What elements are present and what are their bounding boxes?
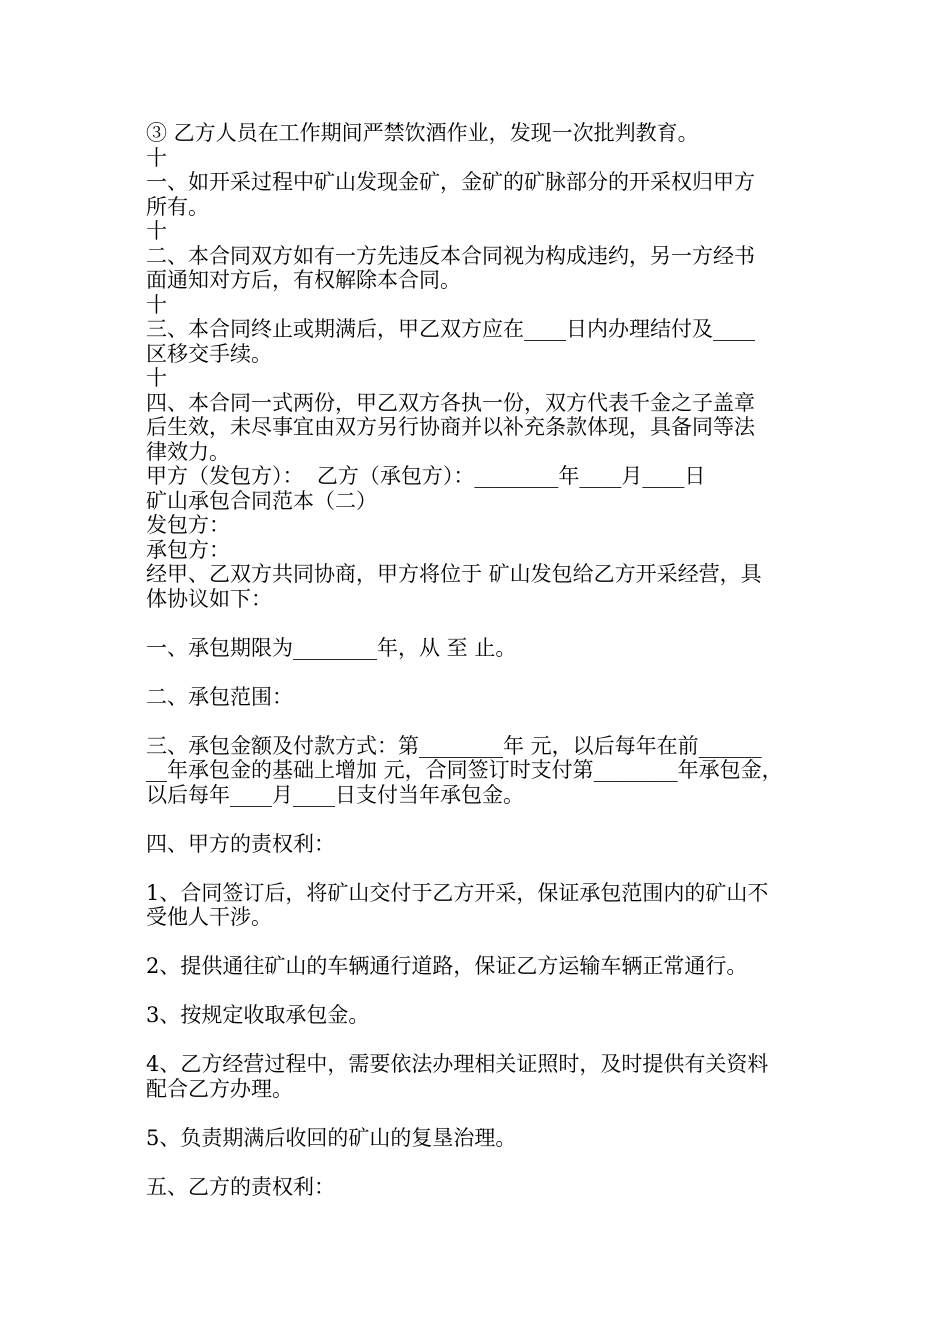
text-line: 发包方： xyxy=(146,513,230,537)
text-line: 所有。 xyxy=(146,194,209,219)
text-line: __年承包金的基础上增加 元，合同签订时支付第________年承包金， xyxy=(146,758,783,782)
blank-line xyxy=(146,660,826,685)
text-line: 十 xyxy=(146,219,167,243)
section-title: 矿山承包合同范本（二） xyxy=(146,488,377,513)
text-line: 四、本合同一式两份，甲乙双方各执一份，双方代表千金之子盖章 xyxy=(146,390,755,415)
text-line: 十 xyxy=(146,145,167,170)
blank-line xyxy=(146,1028,826,1053)
blank-line xyxy=(146,930,826,955)
blank-line xyxy=(146,1101,826,1126)
signature-line: 甲方（发包方）： 乙方（承包方）：________年____月____日 xyxy=(146,464,706,488)
blank-line xyxy=(146,709,826,734)
text-line: 面通知对方后，有权解除本合同。 xyxy=(146,268,461,292)
blank-line xyxy=(146,611,826,636)
text-line: 配合乙方办理。 xyxy=(146,1076,293,1101)
text-line: 十 xyxy=(146,292,167,317)
blank-line xyxy=(146,1150,826,1175)
text-line: 十 xyxy=(146,366,167,390)
text-line: 三、承包金额及付款方式：第________年 元，以后每年在前______ xyxy=(146,733,762,758)
text-line: 2、提供通往矿山的车辆通行道路，保证乙方运输车辆正常通行。 xyxy=(146,954,748,978)
text-line: 体协议如下： xyxy=(146,586,272,611)
text-line: 四、甲方的责权利： xyxy=(146,831,335,856)
text-line: 一、如开采过程中矿山发现金矿，金矿的矿脉部分的开采权归甲方 xyxy=(146,170,755,194)
text-line: 区移交手续。 xyxy=(146,341,272,366)
text-line: 4、乙方经营过程中，需要依法办理相关证照时，及时提供有关资料 xyxy=(146,1052,769,1076)
blank-line xyxy=(146,807,826,832)
text-line: 1、合同签订后，将矿山交付于乙方开采，保证承包范围内的矿山不 xyxy=(146,880,769,905)
text-line: 后生效，未尽事宜由双方另行协商并以补充条款体现，具备同等法 xyxy=(146,415,755,439)
text-line: 三、本合同终止或期满后，甲乙双方应在____日内办理结付及____ xyxy=(146,317,755,341)
text-line: ③ 乙方人员在工作期间严禁饮酒作业，发现一次批判教育。 xyxy=(146,121,699,145)
text-line: 律效力。 xyxy=(146,439,230,464)
text-line: 以后每年____月____日支付当年承包金。 xyxy=(146,782,524,807)
blank-line xyxy=(146,979,826,1004)
text-line: 承包方： xyxy=(146,537,230,562)
blank-line xyxy=(146,856,826,881)
text-line: 二、本合同双方如有一方先违反本合同视为构成违约，另一方经书 xyxy=(146,243,755,268)
text-line: 3、按规定收取承包金。 xyxy=(146,1003,370,1027)
text-line: 经甲、乙双方共同协商，甲方将位于 矿山发包给乙方开采经营，具 xyxy=(146,562,762,586)
text-line: 五、乙方的责权利： xyxy=(146,1174,335,1199)
text-line: 受他人干涉。 xyxy=(146,905,272,929)
text-line: 5、负责期满后收回的矿山的复垦治理。 xyxy=(146,1125,517,1150)
text-line: 二、承包范围： xyxy=(146,684,293,709)
text-line: 一、承包期限为________年，从 至 止。 xyxy=(146,635,517,660)
document-body xyxy=(146,121,826,1199)
